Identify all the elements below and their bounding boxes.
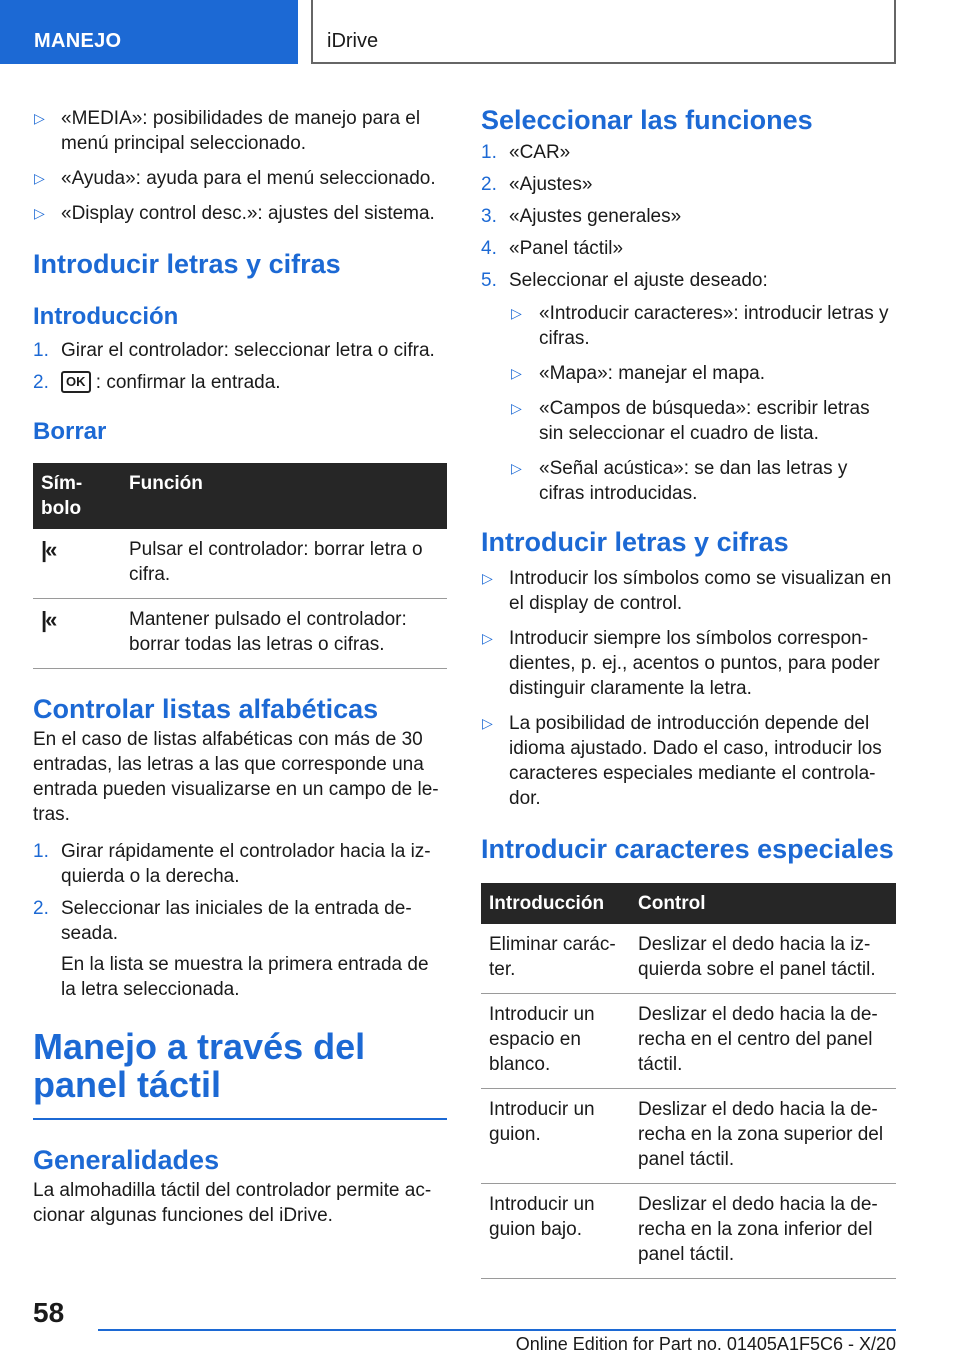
lists-paragraph: En el caso de listas alfabéticas con más de 30 entradas, las letras a las que corresponde una entrada pueden visualizarse en un campo de le-tras. [33,729,439,825]
list-item: 3. «Ajustes generales» [481,206,682,227]
intro-steps [33,338,447,395]
list-item: 2. «Ajustes» [481,174,593,195]
triangle-bullet-icon: ▷ [482,630,493,646]
section-tab: MANEJO [0,0,298,64]
table-header-function: Función [121,463,447,529]
list-item: ▷ Introducir siempre los símbolos correspon-dientes, p. ej., acentos o puntos, para poder distinguir claramente la letra. [482,628,880,699]
list-item: 2. OK : confirmar la entrada. [33,372,281,393]
table-header-symbol: Sím- bolo [33,463,121,529]
list-item: 5. Seleccionar el ajuste deseado: [481,270,768,291]
triangle-bullet-icon: ▷ [482,570,493,586]
general-paragraph: La almohadilla táctil del controlador permite ac-cionar algunas funciones del iDrive. [33,1180,432,1226]
table-header-control: Control [630,883,896,924]
triangle-bullet-icon: ▷ [511,305,522,321]
table-row: |« Mantener pulsado el controlador: borrar todas las letras o cifras. [33,599,447,669]
triangle-bullet-icon: ▷ [511,365,522,381]
heading-special: Introducir caracteres especiales [481,834,894,864]
list-item: ▷ «Display control desc.»: ajustes del sistema. [34,203,435,224]
list-item: ▷ «Ayuda»: ayuda para el menú seleccionado. [34,168,436,189]
footer-divider [98,1329,896,1331]
heading-introduction: Introducción [33,303,179,330]
list-item: 1. Girar el controlador: seleccionar letra o cifra. [33,340,435,361]
table-row: Eliminar carác-ter. Deslizar el dedo hacia la iz-quierda sobre el panel táctil. [481,924,896,994]
heading-select: Seleccionar las funciones [481,105,813,135]
ok-icon: OK [61,371,91,393]
heading-touchpad: Manejo a través del panel táctil [33,1026,366,1105]
table-header-input: Introducción [481,883,630,924]
heading-letters: Introducir letras y cifras [33,249,341,279]
list-item: ▷ Introducir los símbolos como se visualizan en el display de control. [482,568,892,614]
delete-icon: |« [33,599,121,669]
letters-bullets [481,566,896,811]
select-sub-list [481,301,896,506]
list-item: ▷ «Mapa»: manejar el mapa. [511,363,766,384]
edition-note: Online Edition for Part no. 01405A1F5C6 - X/20 [515,1334,896,1354]
list-item: 1. Girar rápidamente el controlador hacia la iz-quierda o la derecha. [33,841,431,887]
list-item: ▷ La posibilidad de introducción depende del idioma ajustado. Dado el caso, introducir los caracteres especiales mediante el controla-dor. [482,713,882,809]
heading-letters-2: Introducir letras y cifras [481,527,789,557]
list-item: 2. Seleccionar las iniciales de la entrada de-seada. En la lista se muestra la primera entrada de la letra seleccionada. [33,898,429,1000]
left-column [33,100,447,1228]
triangle-bullet-icon: ▷ [511,400,522,416]
heading-general: Generalidades [33,1145,220,1175]
triangle-bullet-icon: ▷ [482,715,493,731]
special-table [481,883,896,1279]
right-column [481,100,896,1279]
triangle-bullet-icon: ▷ [511,460,522,476]
triangle-bullet-icon: ▷ [34,205,45,221]
list-item: 4. «Panel táctil» [481,238,624,259]
table-row: Introducir un guion. Deslizar el dedo hacia la de-recha en la zona superior del panel táctil. [481,1089,896,1184]
lists-steps [33,839,447,1002]
chapter-tab: iDrive [311,0,896,64]
list-item: 1. «CAR» [481,142,571,163]
list-item: ▷ «Introducir caracteres»: introducir letras y cifras. [511,303,889,349]
triangle-bullet-icon: ▷ [34,110,45,126]
table-row: |« Pulsar el controlador: borrar letra o cifra. [33,529,447,599]
delete-table [33,463,447,669]
list-item: ▷ «Señal acústica»: se dan las letras y cifras introducidas. [511,458,848,504]
table-row: Introducir un guion bajo. Deslizar el dedo hacia la de-recha en la zona inferior del panel táctil. [481,1184,896,1279]
intro-bullet-list [33,106,447,226]
delete-icon: |« [33,529,121,599]
select-steps [481,140,896,293]
triangle-bullet-icon: ▷ [34,170,45,186]
page-number: 58 [33,1297,65,1328]
table-row: Introducir un espacio en blanco. Deslizar el dedo hacia la de-recha en el centro del panel táctil. [481,994,896,1089]
list-item: ▷ «Campos de búsqueda»: escribir letras sin seleccionar el cuadro de lista. [511,398,870,444]
heading-lists: Controlar listas alfabéticas [33,694,379,724]
list-item: ▷ «MEDIA»: posibilidades de manejo para el menú principal seleccionado. [34,108,421,154]
heading-delete: Borrar [33,418,107,445]
section-divider [33,1118,447,1120]
